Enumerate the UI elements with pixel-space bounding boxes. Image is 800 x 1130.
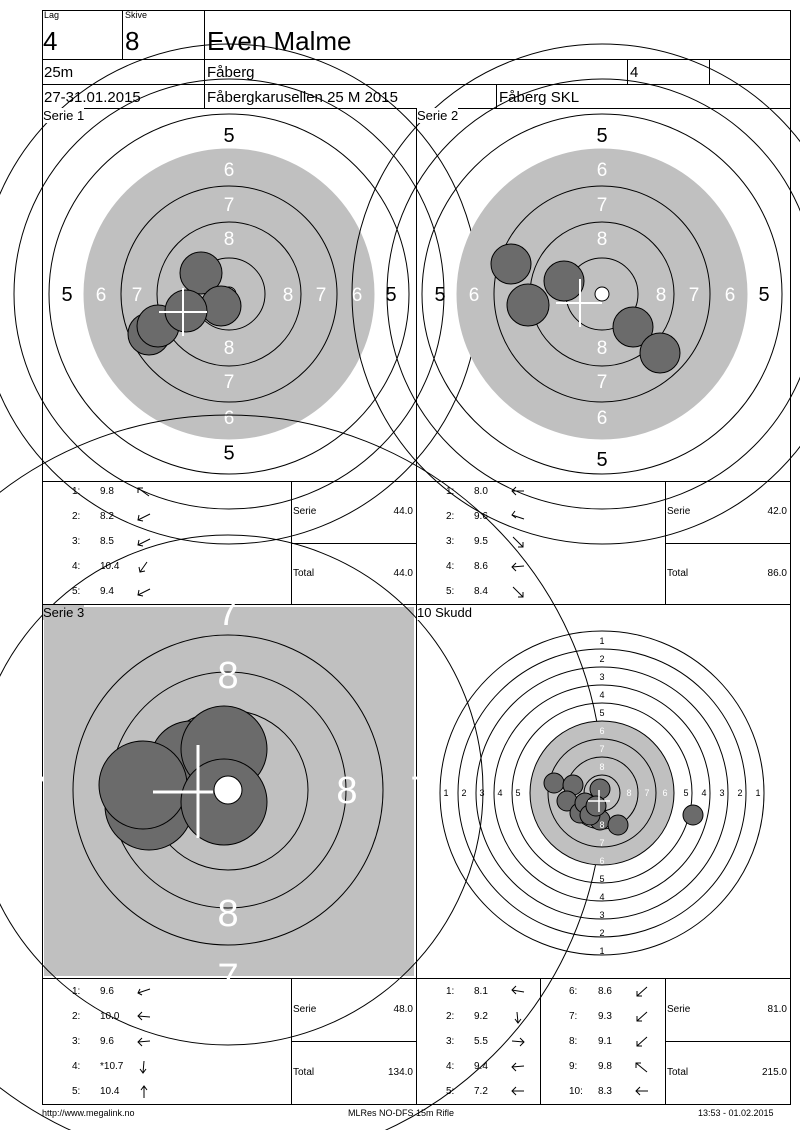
- direction-arrow-icon: [135, 485, 153, 499]
- serie1-total-label: Total: [293, 568, 315, 579]
- ring-label: 3: [599, 910, 605, 920]
- shot-row: 1: 8.0: [417, 486, 657, 504]
- ring-label: 2: [737, 788, 743, 798]
- direction-arrow-icon: [135, 510, 153, 524]
- ring-label: 6: [599, 856, 605, 866]
- shot-row: 2: 9.2: [417, 1011, 537, 1029]
- ring-label: 7: [315, 285, 327, 306]
- ring-label: 6: [596, 408, 608, 429]
- ring-label: 1: [755, 788, 761, 798]
- skudd10-total-label: Total: [667, 1067, 689, 1078]
- shot-row: 1: 8.1: [417, 986, 537, 1004]
- skudd10-target: [417, 605, 790, 978]
- direction-arrow-icon: [633, 1035, 651, 1049]
- ring-label: 6: [223, 408, 235, 429]
- organizer: Fåberg SKL: [499, 89, 580, 106]
- ring-label: 8: [596, 338, 608, 359]
- ring-label: 7: [223, 372, 235, 393]
- shot-mark: [491, 244, 531, 284]
- direction-arrow-icon: [509, 1085, 527, 1099]
- shot-mark: [683, 805, 703, 825]
- ring-label: 8: [655, 285, 667, 306]
- shot-mark: [99, 741, 187, 829]
- ring-label: 6: [223, 160, 235, 181]
- serie3-total-value: 134.0: [387, 1067, 413, 1078]
- shot-row: 4: *10.7: [43, 1061, 283, 1079]
- ring-label: 8: [217, 893, 239, 935]
- ring-label: 5: [385, 284, 397, 306]
- skive-value: 8: [125, 26, 140, 56]
- shot-row: 7: 9.3: [541, 1011, 661, 1029]
- serie1-serie-value: 44.0: [393, 506, 413, 517]
- shot-mark: [640, 333, 680, 373]
- ring-label: 1: [599, 636, 605, 646]
- ring-label: 7: [410, 770, 432, 812]
- skudd10-total-value: 215.0: [761, 1067, 787, 1078]
- club: Fåberg: [207, 64, 255, 81]
- shot-row: 10: 8.3: [541, 1086, 661, 1104]
- serie3-serie-label: Serie: [293, 1004, 317, 1015]
- footer-program: MLRes NO-DFS 15m Rifle: [348, 1108, 455, 1118]
- shot-row: 4: 9.4: [417, 1061, 537, 1079]
- ring-label: 5: [515, 788, 521, 798]
- direction-arrow-icon: [135, 1035, 153, 1049]
- direction-arrow-icon: [633, 1085, 651, 1099]
- serie2-total-value: 86.0: [767, 568, 787, 579]
- ring-label: 7: [217, 957, 239, 999]
- lag-label: Lag: [44, 10, 60, 20]
- shot-row: 3: 5.5: [417, 1036, 537, 1054]
- ring-label: 6: [662, 788, 668, 798]
- direction-arrow-icon: [509, 485, 527, 499]
- distance: 25m: [44, 64, 74, 81]
- ring-label: 6: [596, 160, 608, 181]
- lag-value: 4: [43, 26, 58, 56]
- shot-row: 5: 10.4: [43, 1086, 283, 1104]
- serie2-target: [417, 109, 790, 481]
- ring-label: 3: [479, 788, 485, 798]
- ring-label: 7: [599, 838, 605, 848]
- ring-label: 7: [596, 195, 608, 216]
- ring-label: 4: [701, 788, 707, 798]
- ring-label: 1: [599, 946, 605, 956]
- skudd10-shot-list-right: [541, 979, 665, 1105]
- serie2-serie-value: 42.0: [767, 506, 787, 517]
- shot-row: 3: 9.6: [43, 1036, 283, 1054]
- shot-mark: [544, 773, 564, 793]
- ring-label: 7: [599, 744, 605, 754]
- shot-row: 6: 8.6: [541, 986, 661, 1004]
- serie2-title: Serie 2: [417, 108, 459, 123]
- ring-label: 6: [599, 726, 605, 736]
- ring-label: 5: [596, 125, 608, 147]
- serie3-shot-list: [43, 979, 291, 1105]
- direction-arrow-icon: [135, 985, 153, 999]
- ring-label: 2: [461, 788, 467, 798]
- shooter-name: Even Malme: [207, 26, 352, 56]
- ring-label: 3: [599, 672, 605, 682]
- ring-label: 8: [596, 229, 608, 250]
- direction-arrow-icon: [135, 1010, 153, 1024]
- shot-mark: [201, 286, 241, 326]
- ring-label: 1: [443, 788, 449, 798]
- direction-arrow-icon: [633, 1010, 651, 1024]
- skudd10-shot-list-left: [417, 979, 540, 1105]
- ring-label: 7: [24, 770, 46, 812]
- ring-label: 5: [223, 125, 235, 147]
- ring-label: 7: [596, 372, 608, 393]
- footer-url[interactable]: http://www.megalink.no: [42, 1108, 135, 1118]
- ring-label: 8: [626, 788, 632, 798]
- ring-label: 5: [223, 442, 235, 465]
- ring-label: 5: [434, 284, 446, 306]
- serie2-total-label: Total: [667, 568, 689, 579]
- shot-row: 4: 10.4: [43, 561, 283, 579]
- ring-label: 8: [599, 762, 605, 772]
- ring-label: 8: [336, 770, 358, 812]
- serie1-target: [43, 109, 416, 481]
- skive-label: Skive: [125, 10, 148, 20]
- direction-arrow-icon: [135, 1085, 153, 1099]
- ring-label: 4: [497, 788, 503, 798]
- ring-label: 5: [61, 284, 73, 306]
- ring-label: 8: [599, 820, 605, 830]
- serie2-serie-label: Serie: [667, 506, 691, 517]
- ring-label: 6: [95, 285, 107, 306]
- shot-row: 5: 9.4: [43, 586, 283, 604]
- ring-label: 3: [719, 788, 725, 798]
- ring-label: 7: [644, 788, 650, 798]
- shot-row: 2: 9.6: [417, 511, 657, 529]
- ring-label: 8: [223, 229, 235, 250]
- ring-label: 8: [282, 285, 294, 306]
- shot-row: 9: 9.8: [541, 1061, 661, 1079]
- shot-row: 5: 8.4: [417, 586, 657, 604]
- ring-label: 6: [724, 285, 736, 306]
- shot-mark: [608, 815, 628, 835]
- ring-label: 5: [599, 708, 605, 718]
- ring-label: 7: [131, 285, 143, 306]
- shot-row: 2: 8.2: [43, 511, 283, 529]
- ring-label: 5: [599, 874, 605, 884]
- shot-row: 8: 9.1: [541, 1036, 661, 1054]
- serie1-title: Serie 1: [43, 108, 85, 123]
- serie3-title: Serie 3: [43, 605, 85, 620]
- ring-label: 8: [223, 338, 235, 359]
- direction-arrow-icon: [135, 1060, 153, 1074]
- serie3-total-label: Total: [293, 1067, 315, 1078]
- serie3-serie-value: 48.0: [393, 1004, 413, 1015]
- direction-arrow-icon: [509, 1035, 527, 1049]
- direction-arrow-icon: [509, 585, 527, 599]
- serie1-total-value: 44.0: [393, 568, 413, 579]
- direction-arrow-icon: [633, 1060, 651, 1074]
- direction-arrow-icon: [509, 510, 527, 524]
- direction-arrow-icon: [509, 535, 527, 549]
- shot-row: 3: 9.5: [417, 536, 657, 554]
- event-name: Fåbergkarusellen 25 M 2015: [207, 89, 398, 106]
- ring-label: 5: [758, 284, 770, 306]
- direction-arrow-icon: [509, 985, 527, 999]
- direction-arrow-icon: [509, 560, 527, 574]
- class-value: 4: [630, 64, 639, 81]
- ring-label: 2: [599, 928, 605, 938]
- ring-label: 2: [599, 654, 605, 664]
- footer-timestamp: 13:53 - 01.02.2015: [698, 1108, 774, 1118]
- shot-row: 1: 9.6: [43, 986, 283, 1004]
- ring-label: 7: [217, 592, 239, 634]
- shot-mark: [586, 796, 606, 816]
- dates: 27-31.01.2015: [44, 89, 141, 106]
- ring-label: 4: [599, 690, 605, 700]
- direction-arrow-icon: [633, 985, 651, 999]
- ring-label: 4: [599, 892, 605, 902]
- direction-arrow-icon: [135, 585, 153, 599]
- ring-label: 5: [596, 449, 608, 471]
- direction-arrow-icon: [509, 1010, 527, 1024]
- direction-arrow-icon: [135, 560, 153, 574]
- ring-label: 8: [217, 655, 239, 697]
- skudd10-title: 10 Skudd: [417, 605, 472, 620]
- direction-arrow-icon: [509, 1060, 527, 1074]
- shot-row: 4: 8.6: [417, 561, 657, 579]
- serie1-serie-label: Serie: [293, 506, 317, 517]
- ring-label: 5: [683, 788, 689, 798]
- ring-label: 6: [468, 285, 480, 306]
- shot-row: 3: 8.5: [43, 536, 283, 554]
- ring-label: 7: [223, 195, 235, 216]
- ring-label: 7: [688, 285, 700, 306]
- skudd10-serie-label: Serie: [667, 1004, 691, 1015]
- shot-mark: [507, 284, 549, 326]
- serie2-shot-list: [417, 482, 665, 604]
- ring-label: 6: [351, 285, 363, 306]
- shot-row: 1: 9.8: [43, 486, 283, 504]
- serie1-shot-list: [43, 482, 291, 604]
- skudd10-serie-value: 81.0: [767, 1004, 787, 1015]
- shot-row: 5: 7.2: [417, 1086, 537, 1104]
- shot-row: 2: 10.0: [43, 1011, 283, 1029]
- shot-mark: [544, 261, 584, 301]
